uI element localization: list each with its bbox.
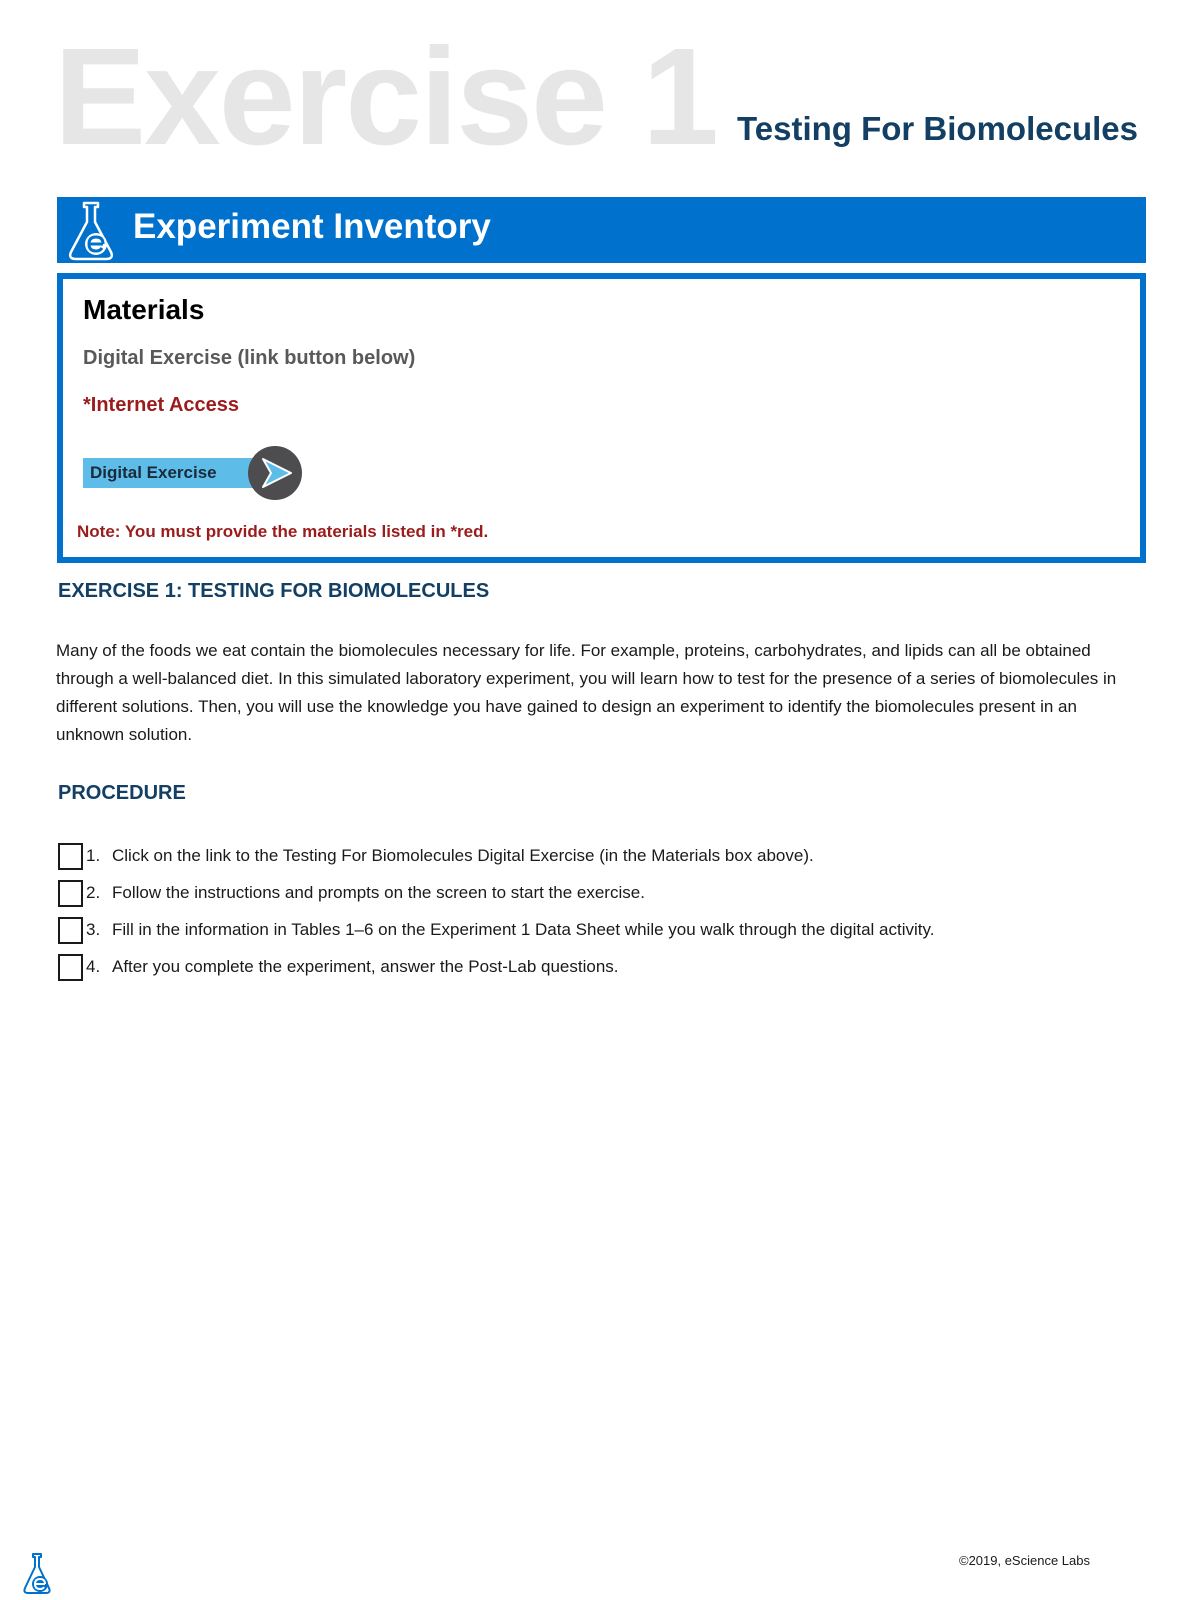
step-text: Follow the instructions and prompts on the screen to start the exercise. <box>112 883 645 902</box>
banner-title: Experiment Inventory <box>133 207 491 246</box>
exercise-number-title: Exercise 1 <box>54 20 717 174</box>
digital-exercise-bar[interactable] <box>83 458 263 488</box>
material-item-digital-exercise: Digital Exercise (link button below) <box>83 347 416 369</box>
procedure-list <box>56 843 1146 991</box>
procedure-step <box>56 954 1146 991</box>
empty-checkbox-icon[interactable] <box>58 917 83 944</box>
empty-checkbox-icon[interactable] <box>58 880 83 907</box>
escience-flask-icon <box>65 200 117 262</box>
escience-flask-icon <box>22 1552 52 1596</box>
procedure-step <box>56 843 1146 880</box>
material-item-internet-access: *Internet Access <box>83 394 239 416</box>
exercise-intro-paragraph: Many of the foods we eat contain the biomolecules necessary for life. For example, proteins, carbohydrates, and lipids can all be obtained through a well-balanced diet. In this simulated laboratory experiment, you will learn how to test for the presence of a series of biomolecules in different solutions. Then, you will use the knowledge you have gained to design an experiment to identify the biomolecules present in an unknown solution. <box>56 641 1117 744</box>
materials-note: Note: You must provide the materials listed in *red. <box>77 522 489 541</box>
digital-exercise-link-button[interactable] <box>83 445 303 501</box>
materials-box <box>57 273 1146 563</box>
step-text: After you complete the experiment, answer the Post-Lab questions. <box>112 957 619 976</box>
materials-heading: Materials <box>83 294 205 325</box>
digital-exercise-label[interactable]: Digital Exercise <box>90 463 217 482</box>
experiment-inventory-banner <box>57 197 1146 263</box>
page-title: Testing For Biomolecules <box>737 110 1138 147</box>
procedure-step <box>56 880 1146 917</box>
play-arrow-icon[interactable] <box>247 445 303 501</box>
copyright-footer: ©2019, eScience Labs <box>958 1553 1090 1568</box>
step-number: 4. <box>86 957 101 976</box>
procedure-step <box>56 917 1146 954</box>
step-text: Fill in the information in Tables 1–6 on the Experiment 1 Data Sheet while you walk through the digital activity. <box>112 920 935 939</box>
step-number: 1. <box>86 846 101 865</box>
empty-checkbox-icon[interactable] <box>58 843 83 870</box>
procedure-heading: PROCEDURE <box>58 782 186 804</box>
step-number: 3. <box>86 920 101 939</box>
step-text: Click on the link to the Testing For Biomolecules Digital Exercise (in the Materials box above). <box>112 846 814 865</box>
exercise-heading: EXERCISE 1: TESTING FOR BIOMOLECULES <box>58 580 490 602</box>
step-number: 2. <box>86 883 101 902</box>
empty-checkbox-icon[interactable] <box>58 954 83 981</box>
